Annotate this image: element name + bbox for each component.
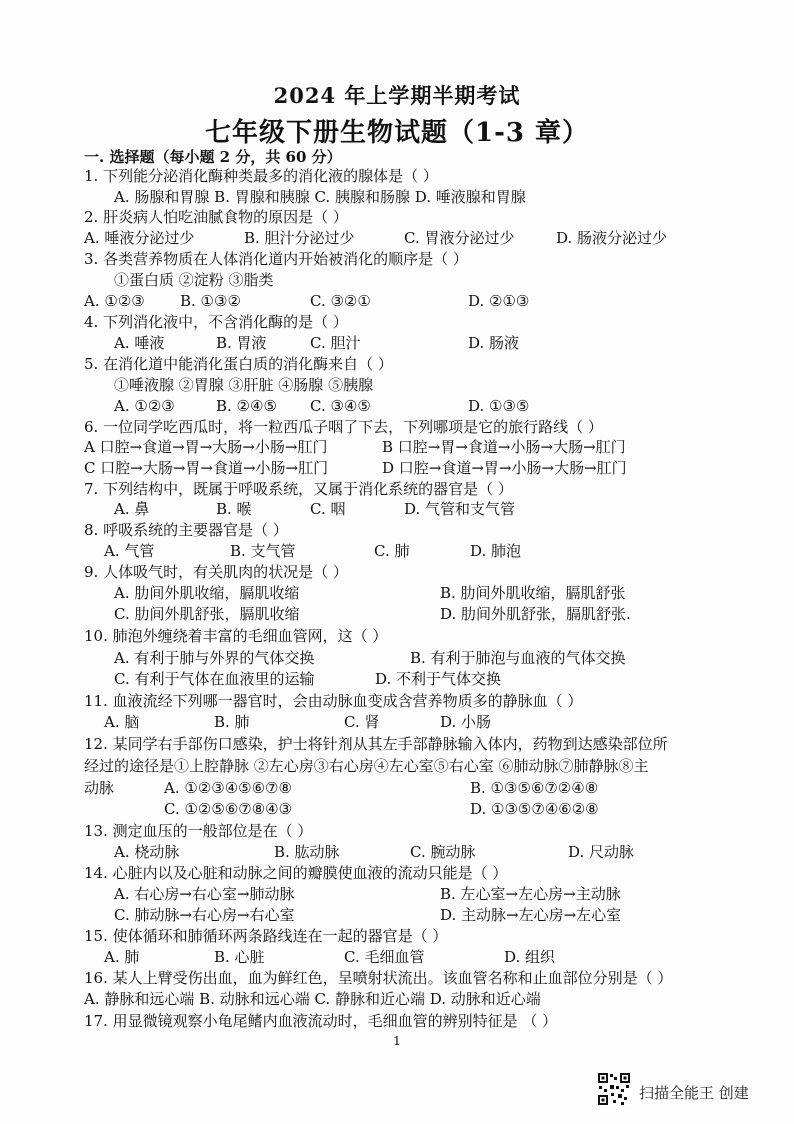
question-16: 16. 某人上臂受伤出血，血为鲜红色，呈喷射状流出。该血管名称和止血部位分别是（ ）	[84, 969, 673, 987]
option-a: A. 有利于肺与外界的气体交换	[114, 649, 315, 667]
exam-title: 2024 年上学期半期考试	[273, 83, 521, 108]
option-a: A. 脑	[104, 713, 140, 731]
question-3-items: ①蛋白质 ②淀粉 ③脂类	[114, 271, 274, 289]
question-4: 4. 下列消化液中，不含消化酶的是（ ）	[84, 313, 348, 331]
option-d: D. 不利于气体交换	[375, 670, 502, 688]
option-a: A. ①②③	[84, 292, 145, 310]
question-1-options: A. 肠腺和胃腺 B. 胃腺和胰腺 C. 胰腺和肠腺 D. 唾液腺和胃腺	[114, 188, 526, 206]
option-b: B. ②④⑤	[216, 397, 277, 415]
option-b: B. ①③②	[180, 292, 241, 310]
section-heading: 一. 选择题（每小题 2 分，共 60 分）	[84, 148, 342, 166]
option-b: B 口腔→胃→食道→小肠→大肠→肛门	[382, 438, 626, 456]
option-b: B. 肺	[214, 713, 250, 731]
question-5-items: ①唾液腺 ②胃腺 ③肝脏 ④肠腺 ⑤胰腺	[114, 376, 374, 394]
question-13: 13. 测定血压的一般部位是在（ ）	[84, 822, 313, 840]
option-d: D. 小肠	[440, 713, 492, 731]
option-d: D. 肋间外肌舒张，膈肌舒张.	[440, 605, 631, 623]
option-a: A. 桡动脉	[114, 843, 180, 861]
option-d: D. 肠液	[468, 334, 520, 352]
option-c: C. 腕动脉	[410, 843, 476, 861]
option-b: B. 肱动脉	[274, 843, 340, 861]
option-c: C. 毛细血管	[344, 948, 425, 966]
option-c: C. 肋间外肌舒张，膈肌收缩	[114, 605, 300, 623]
option-d: D. 气管和支气管	[404, 500, 516, 518]
option-c: C. ③④⑤	[310, 397, 371, 415]
option-a: A. ①②③④⑤⑥⑦⑧	[164, 779, 292, 797]
option-d: D 口腔→食道→胃→小肠→大肠→肛门	[382, 459, 627, 477]
option-d: D. 肠液分泌过少	[556, 229, 668, 247]
option-c: C. ①②⑤⑥⑦⑧④③	[164, 800, 293, 818]
option-a: A. 肋间外肌收缩，膈肌收缩	[114, 584, 300, 602]
option-d: D. 尺动脉	[568, 843, 635, 861]
question-12-line2: 经过的途径是①上腔静脉 ②左心房③右心房④左心室⑤右心室 ⑥肺动脉⑦肺静脉⑧主	[84, 757, 649, 775]
option-d: D. ②①③	[468, 292, 530, 310]
option-a: A 口腔→食道→胃→大肠→小肠→肛门	[84, 438, 328, 456]
option-a: A. 肺	[104, 948, 140, 966]
question-8: 8. 呼吸系统的主要器官是（ ）	[84, 521, 288, 539]
option-b: B. 支气管	[230, 542, 296, 560]
option-b: B. 胆汁分泌过少	[244, 229, 355, 247]
option-b: B. 心脏	[214, 948, 265, 966]
question-1: 1. 下列能分泌消化酶种类最多的消化液的腺体是（ ）	[84, 167, 438, 185]
option-d: D. 肺泡	[470, 542, 522, 560]
watermark-text: 扫描全能王 创建	[639, 1084, 749, 1102]
option-d: D. 组织	[504, 948, 556, 966]
option-b: B. 喉	[216, 500, 252, 518]
option-c: C. ③②①	[310, 292, 371, 310]
qr-code-icon	[597, 1072, 631, 1106]
option-a: A. 唾液	[114, 334, 165, 352]
exam-subtitle: 七年级下册生物试题（1-3 章）	[204, 118, 590, 148]
option-c: C. 肺	[374, 542, 410, 560]
option-c: C. 肺动脉→右心房→右心室	[114, 906, 295, 924]
question-11: 11. 血液流经下列哪一器官时，会由动脉血变成含营养物质多的静脉血（ ）	[84, 692, 583, 710]
scanner-watermark	[597, 1072, 787, 1112]
question-3: 3. 各类营养物质在人体消化道内开始被消化的顺序是（ ）	[84, 250, 468, 268]
option-b: B. ①③⑤⑥⑦②④⑧	[470, 779, 599, 797]
question-9: 9. 人体吸气时，有关肌肉的状况是（ ）	[84, 563, 348, 581]
question-5: 5. 在消化道中能消化蛋白质的消化酶来自（ ）	[84, 355, 393, 373]
option-a: A. 唾液分泌过少	[84, 229, 195, 247]
option-a: A. 右心房→右心室→肺动脉	[114, 885, 295, 903]
option-a: A. ①②③	[114, 397, 175, 415]
question-16-options: A. 静脉和远心端 B. 动脉和远心端 C. 静脉和近心端 D. 动脉和近心端	[84, 990, 541, 1008]
option-d: D. 主动脉→左心房→左心室	[440, 906, 622, 924]
option-d: D. ①③⑤	[468, 397, 530, 415]
question-10: 10. 肺泡外缠绕着丰富的毛细血管网，这（ ）	[84, 627, 388, 645]
option-b: B. 肋间外肌收缩，膈肌舒张	[440, 584, 626, 602]
question-17: 17. 用显微镜观察小龟尾鳍内血液流动时，毛细血管的辨别特征是 （ ）	[84, 1012, 558, 1030]
question-2: 2. 肝炎病人怕吃油腻食物的原因是（ ）	[84, 208, 348, 226]
option-c: C. 胃液分泌过少	[404, 229, 515, 247]
question-14: 14. 心脏内以及心脏和动脉之间的瓣膜使血液的流动只能是（ ）	[84, 864, 508, 882]
option-c: C. 肾	[344, 713, 380, 731]
option-a: A. 气管	[104, 542, 155, 560]
option-d: D. ①③⑤⑦④⑥②⑧	[470, 800, 599, 818]
option-b: B. 左心室→左心房→主动脉	[440, 885, 621, 903]
option-c: C. 有利于气体在血液里的运输	[114, 670, 315, 688]
option-c: C. 咽	[310, 500, 346, 518]
option-c: C 口腔→大肠→胃→食道→小肠→肛门	[84, 459, 329, 477]
question-7: 7. 下列结构中，既属于呼吸系统，又属于消化系统的器官是（ ）	[84, 480, 513, 498]
option-b: B. 有利于肺泡与血液的气体交换	[410, 649, 626, 667]
question-12-line3: 动脉	[84, 779, 115, 797]
option-a: A. 鼻	[114, 500, 150, 518]
question-6: 6. 一位同学吃西瓜时，将一粒西瓜子咽了下去，下列哪项是它的旅行路线（ ）	[84, 418, 603, 436]
question-12: 12. 某同学右手部伤口感染，护士将针剂从其左手部静脉输入体内，药物到达感染部位所	[84, 735, 668, 753]
option-c: C. 胆汁	[310, 334, 361, 352]
question-15: 15. 使体循环和肺循环两条路线连在一起的器官是（ ）	[84, 927, 448, 945]
option-b: B. 胃液	[216, 334, 267, 352]
page-number: 1	[393, 1034, 401, 1048]
